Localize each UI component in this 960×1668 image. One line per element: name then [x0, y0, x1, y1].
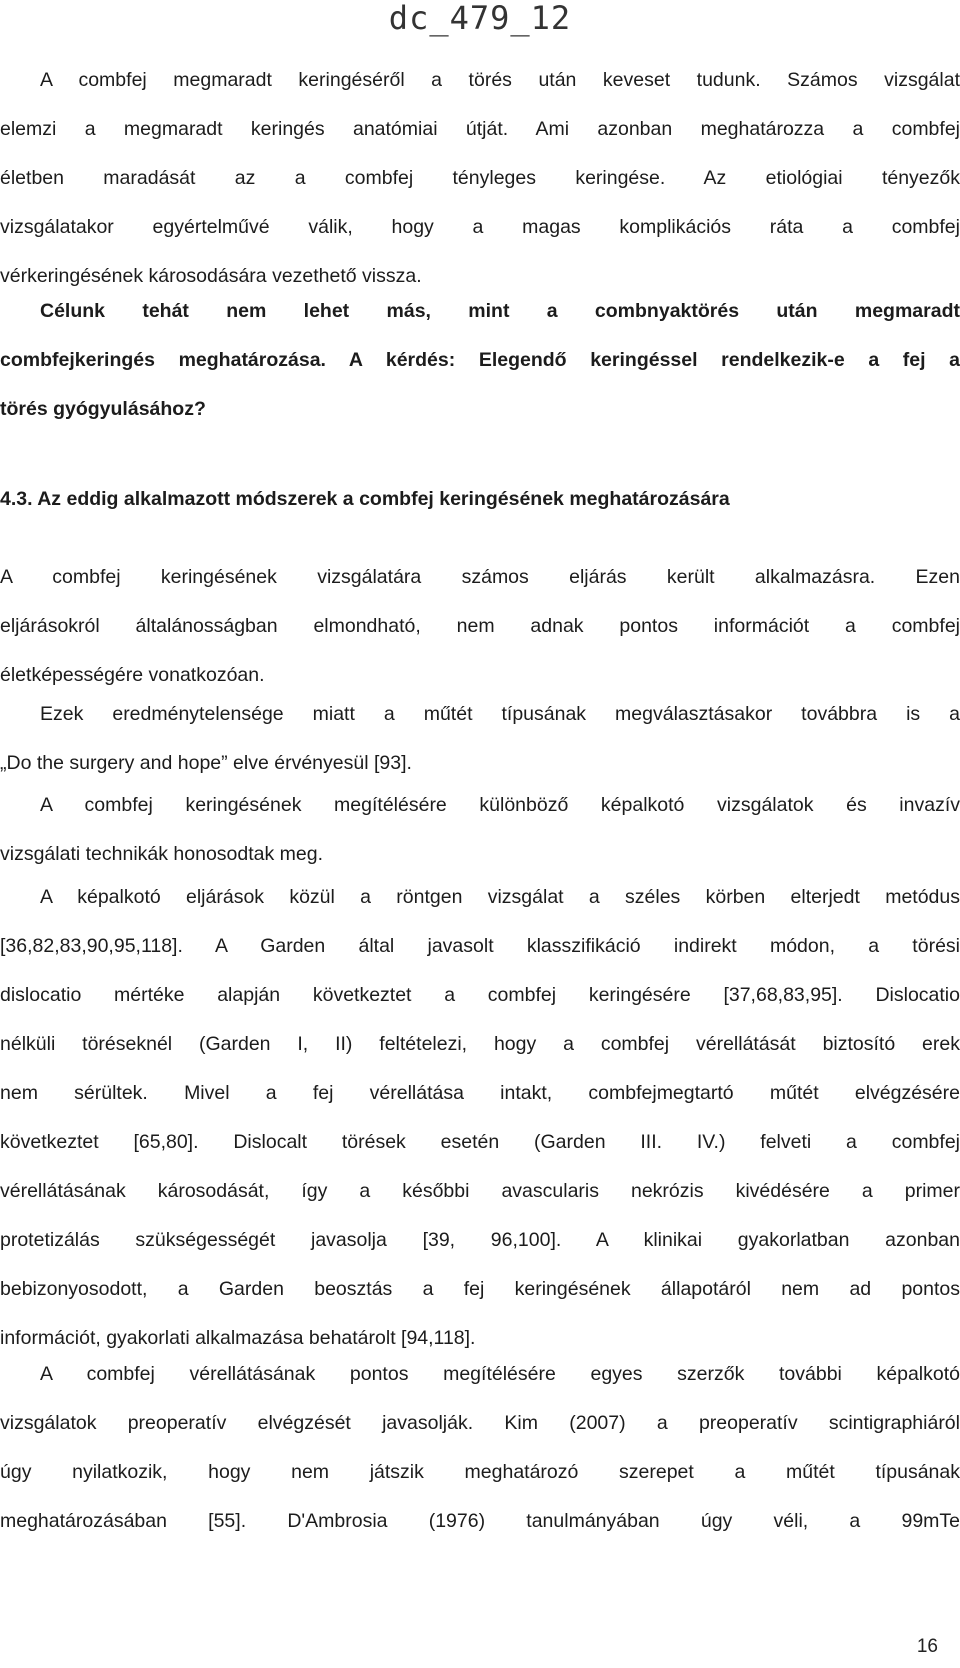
paragraph-1 [0, 56, 960, 301]
text-line: információt, gyakorlati alkalmazása behatárolt [94,118]. [0, 1327, 476, 1349]
text-line: combfejkeringés meghatározása. A kérdés: Elegendő keringéssel rendelkezik-e a fej a [0, 349, 960, 371]
section-heading-text: 4.3. Az eddig alkalmazott módszerek a combfej keringésének meghatározására [0, 488, 730, 510]
document-id-header: dc_479_12 [388, 0, 572, 37]
text-line: A combfej keringésének vizsgálatára számos eljárás került alkalmazásra. Ezen [0, 566, 960, 588]
paragraph-5 [0, 781, 960, 879]
text-line: életképességére vonatkozóan. [0, 664, 265, 686]
text-line: törés gyógyulásához? [0, 398, 206, 420]
text-line: „Do the surgery and hope” elve érvényesül [93]. [0, 752, 412, 774]
text-line: A combfej keringésének megítélésére különböző képalkotó vizsgálatok és invazív [40, 794, 960, 816]
paragraph-6 [0, 873, 960, 1363]
text-line: vizsgálati technikák honosodtak meg. [0, 843, 324, 865]
text-line: úgy nyilatkozik, hogy nem játszik meghatározó szerepet a műtét típusának [0, 1461, 960, 1483]
text-line: nélküli töréseknél (Garden I, II) feltételezi, hogy a combfej vérellátását biztosító erek [0, 1033, 960, 1055]
text-line: elemzi a megmaradt keringés anatómiai útját. Ami azonban meghatározza a combfej [0, 118, 960, 140]
text-line: vizsgálatakor egyértelművé válik, hogy a magas komplikációs ráta a combfej [0, 216, 960, 238]
text-line: vérkeringésének károsodására vezethető vissza. [0, 265, 422, 287]
section-heading [0, 475, 960, 524]
text-line: következtet [65,80]. Dislocalt törések esetén (Garden III. IV.) felveti a combfej [0, 1131, 960, 1153]
text-line: protetizálás szükségességét javasolja [39, 96,100]. A klinikai gyakorlatban azonban [0, 1229, 960, 1251]
text-line: vizsgálatok preoperatív elvégzését javasolják. Kim (2007) a preoperatív scintigraphiáról [0, 1412, 960, 1434]
text-line: életben maradását az a combfej tényleges keringése. Az etiológiai tényezők [0, 167, 960, 189]
text-line: [36,82,83,90,95,118]. A Garden által javasolt klasszifikáció indirekt módon, a törési [0, 935, 960, 957]
text-line: Célunk tehát nem lehet más, mint a combnyaktörés után megmaradt [40, 300, 960, 322]
text-line: A combfej vérellátásának pontos megítélésére egyes szerzők további képalkotó [40, 1363, 960, 1385]
text-line: A combfej megmaradt keringéséről a törés után keveset tudunk. Számos vizsgálat [40, 69, 960, 91]
paragraph-4 [0, 690, 960, 788]
text-line: meghatározásában [55]. D'Ambrosia (1976) tanulmányában úgy véli, a 99mTe [0, 1510, 960, 1532]
text-line: Ezek eredménytelensége miatt a műtét típusának megválasztásakor továbbra is a [40, 703, 960, 725]
text-line: eljárásokról általánosságban elmondható, nem adnak pontos információt a combfej [0, 615, 960, 637]
text-line: dislocatio mértéke alapján következtet a combfej keringésére [37,68,83,95]. Dislocatio [0, 984, 960, 1006]
paragraph-2-goal [0, 287, 960, 434]
paragraph-7 [0, 1350, 960, 1546]
page-number: 16 [916, 1636, 938, 1657]
text-line: bebizonyosodott, a Garden beosztás a fej keringésének állapotáról nem ad pontos [0, 1278, 960, 1300]
text-line: vérellátásának károsodását, így a későbbi avascularis nekrózis kivédésére a primer [0, 1180, 960, 1202]
text-line: nem sérültek. Mivel a fej vérellátása intakt, combfejmegtartó műtét elvégzésére [0, 1082, 960, 1104]
text-line: A képalkotó eljárások közül a röntgen vizsgálat a széles körben elterjedt metódus [40, 886, 960, 908]
paragraph-3 [0, 553, 960, 700]
